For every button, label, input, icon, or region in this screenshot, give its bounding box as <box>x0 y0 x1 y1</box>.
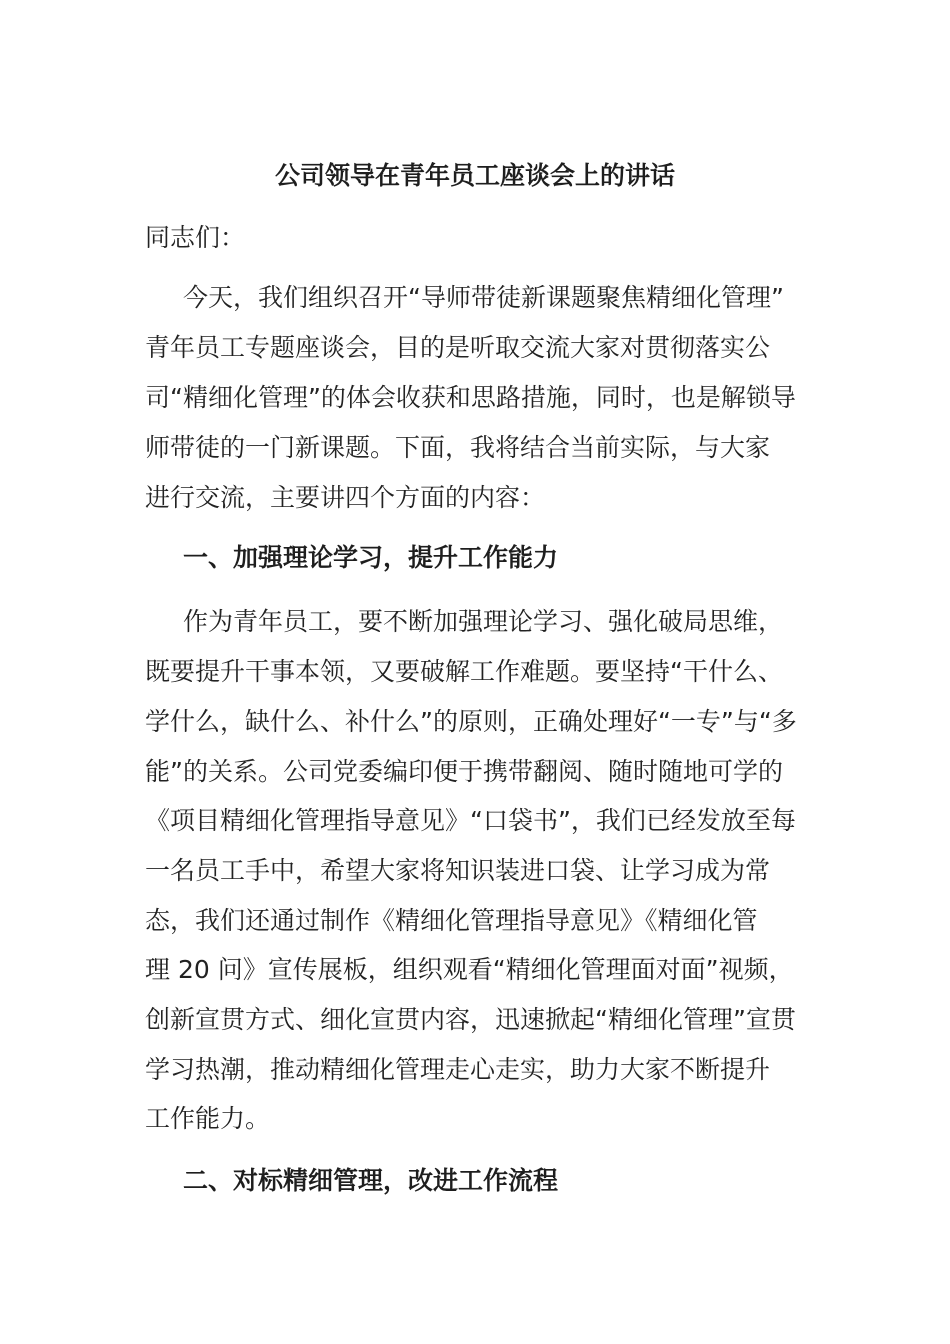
section-heading-2: 二、对标精细管理，改进工作流程 <box>183 1166 559 1195</box>
section1-line: 态，我们还通过制作《精细化管理指导意见》《精细化管 <box>145 906 758 935</box>
intro-line: 进行交流，主要讲四个方面的内容： <box>145 483 546 512</box>
section1-line: 创新宣贯方式、细化宣贯内容，迅速掀起“精细化管理”宣贯 <box>145 1005 796 1034</box>
section-heading-1: 一、加强理论学习，提升工作能力 <box>183 543 559 572</box>
section1-line: 《项目精细化管理指导意见》“口袋书”，我们已经发放至每 <box>145 806 796 835</box>
document-title: 公司领导在青年员工座谈会上的讲话 <box>274 161 675 190</box>
section1-line: 学什么，缺什么、补什么”的原则，正确处理好“一专”与“多 <box>145 707 797 736</box>
section1-line: 既要提升干事本领，又要破解工作难题。要坚持“干什么、 <box>145 657 783 686</box>
section1-line: 工作能力。 <box>145 1104 271 1133</box>
section1-line: 学习热潮，推动精细化管理走心走实，助力大家不断提升 <box>145 1055 771 1084</box>
intro-line: 司“精细化管理”的体会收获和思路措施，同时，也是解锁导 <box>145 383 796 412</box>
intro-line: 今天，我们组织召开“导师带徒新课题聚焦精细化管理” <box>183 283 784 312</box>
section1-line: 一名员工手中，希望大家将知识装进口袋、让学习成为常 <box>145 856 771 885</box>
salutation: 同志们： <box>145 223 246 252</box>
section1-line: 作为青年员工，要不断加强理论学习、强化破局思维， <box>183 607 784 636</box>
intro-line: 青年员工专题座谈会，目的是听取交流大家对贯彻落实公 <box>145 333 771 362</box>
section1-line: 能”的关系。公司党委编印便于携带翻阅、随时随地可学的 <box>145 757 783 786</box>
section1-line: 理 20 问》宣传展板，组织观看“精细化管理面对面”视频， <box>145 955 794 984</box>
intro-line: 师带徒的一门新课题。下面，我将结合当前实际，与大家 <box>145 433 771 462</box>
